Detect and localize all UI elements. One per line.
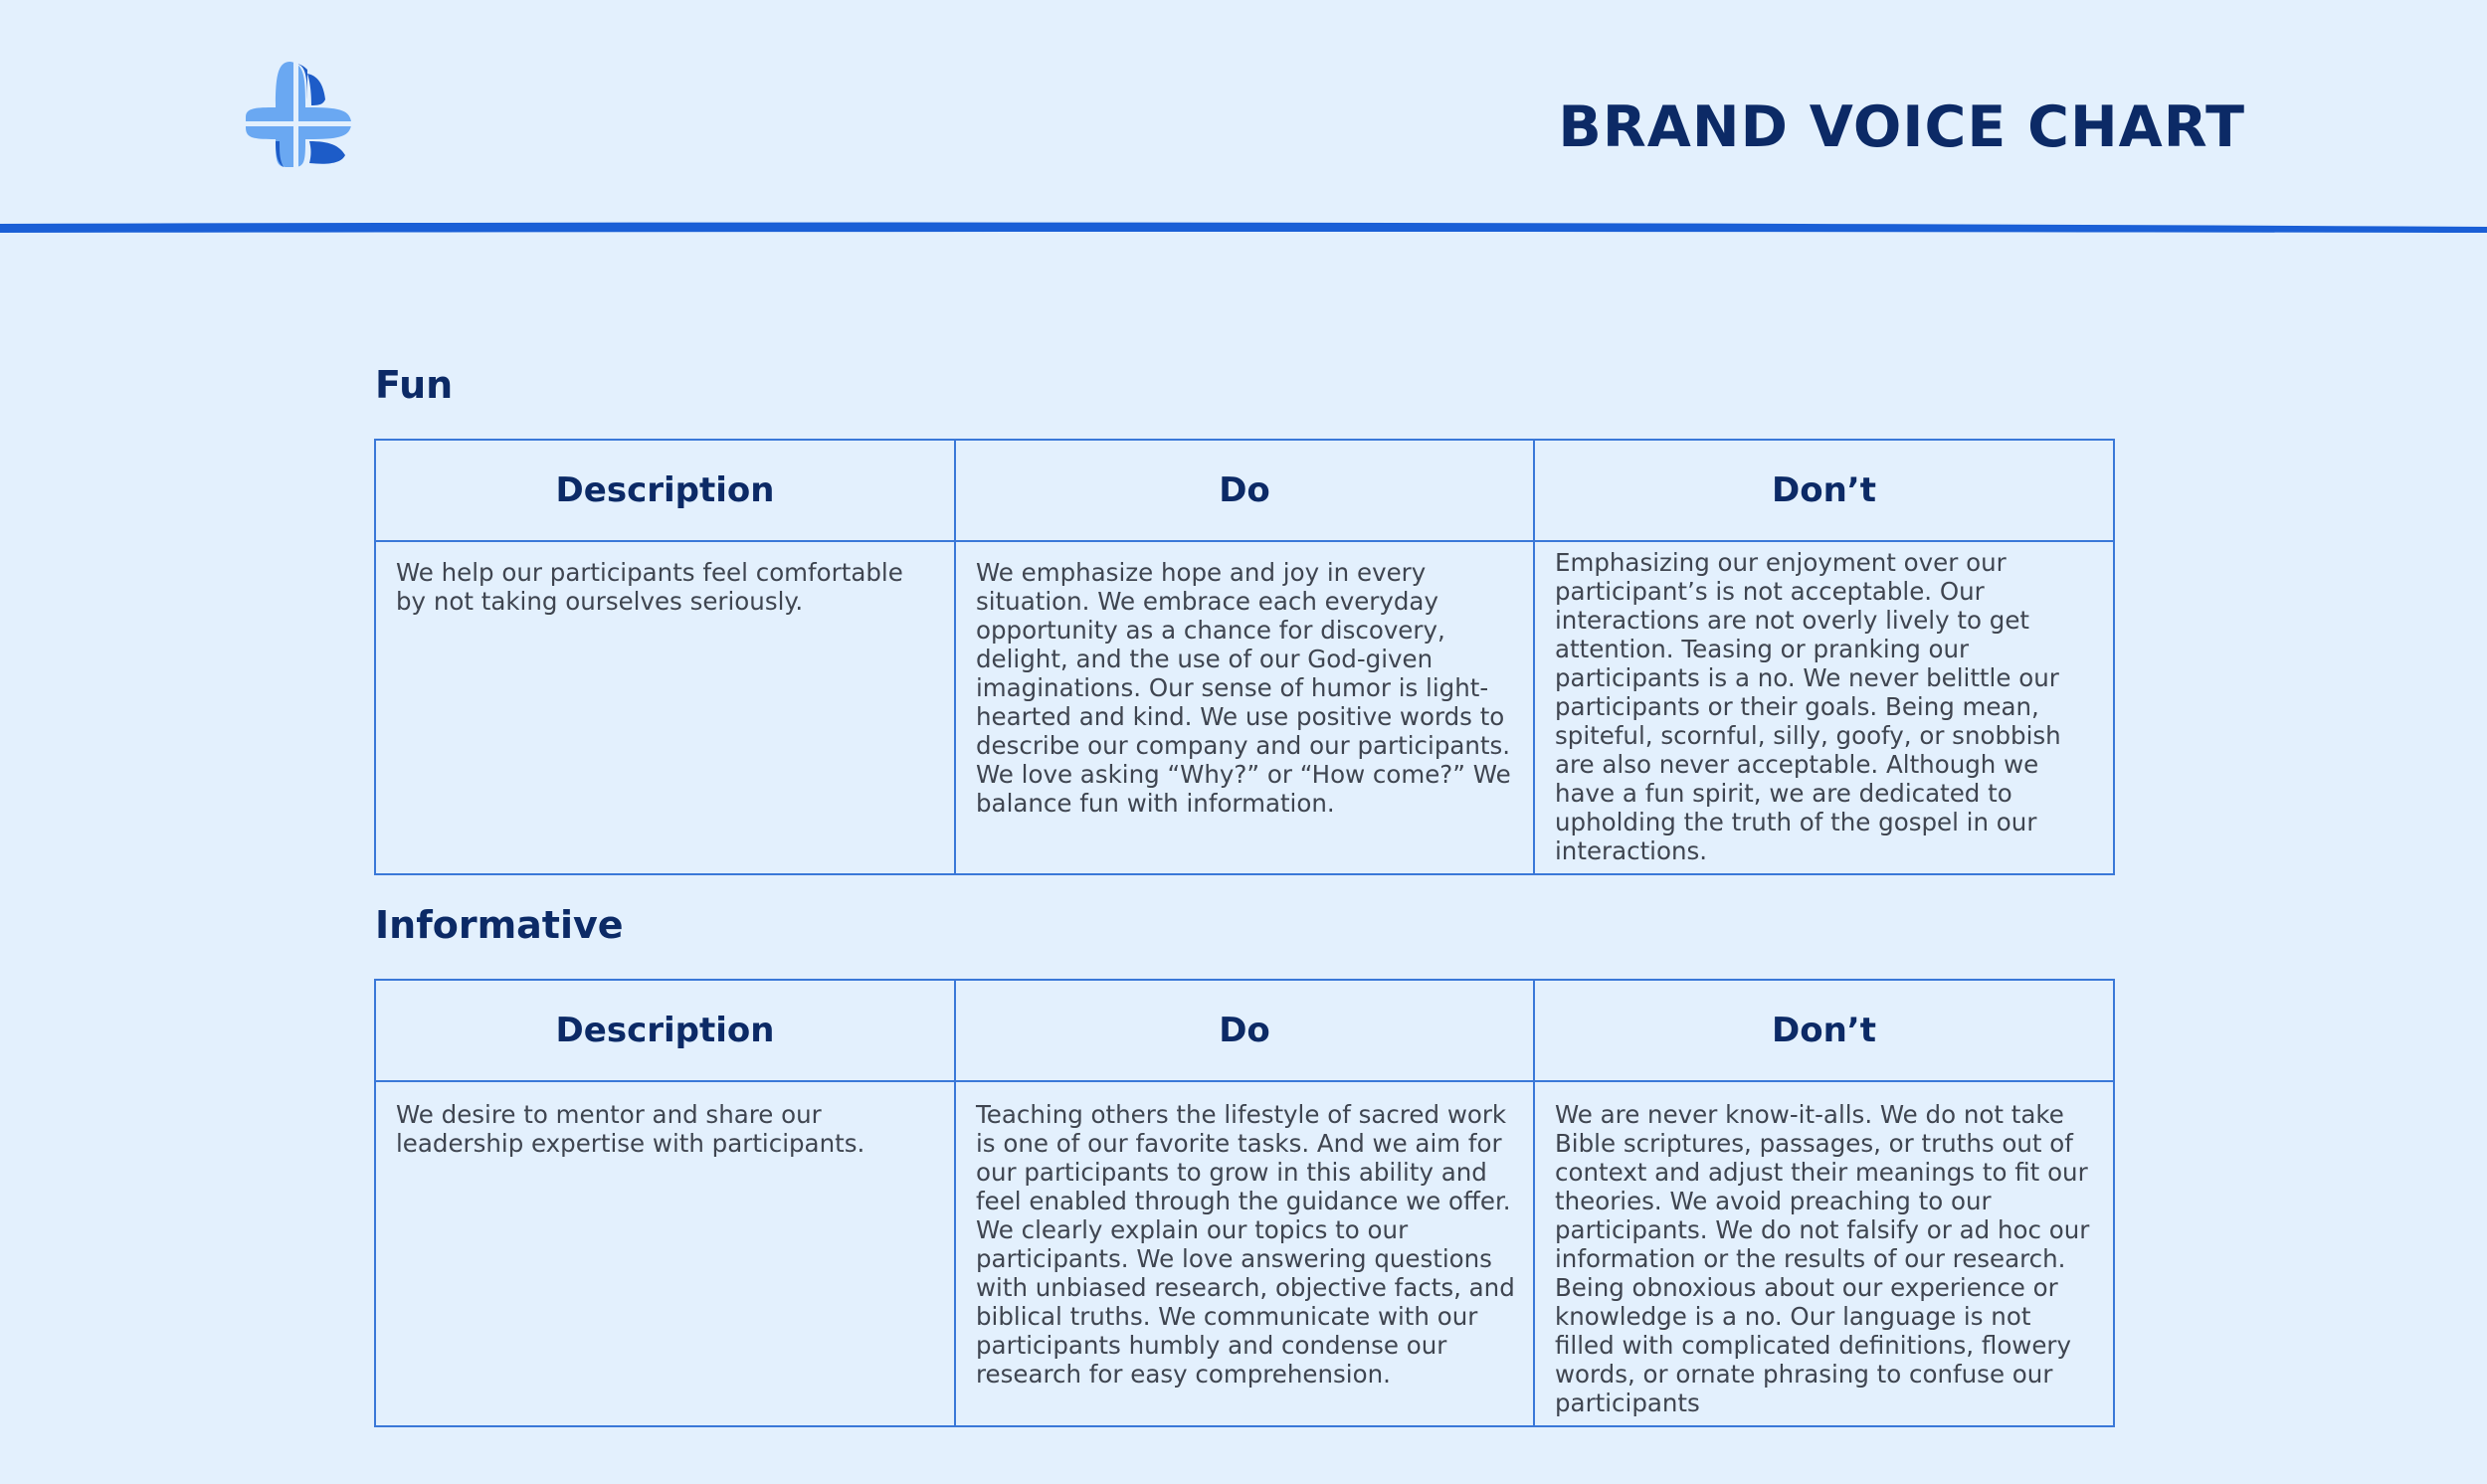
- cross-logo-icon: [244, 60, 353, 169]
- page-header: [0, 0, 2487, 239]
- description-cell: We help our participants feel comfortable by not taking ourselves seriously.: [375, 541, 955, 874]
- voice-table-fun: [374, 439, 2115, 875]
- do-cell: We emphasize hope and joy in every situation. We embrace each everyday opportunity as a chance for discovery, delight, and the use of our God-given imaginations. Our sense of humor is light-hearted and kind. We use positive words to describe our company and our participants. We love asking “Why?” or “How come?” We balance fun with information.: [955, 541, 1534, 874]
- page-title: BRAND VOICE CHART: [1558, 94, 2245, 160]
- column-header-do: Do: [955, 980, 1534, 1081]
- column-header-description: Description: [375, 980, 955, 1081]
- dont-cell: We are never know-it-alls. We do not take Bible scriptures, passages, or truths out of context and adjust their meanings to fit our theories. We avoid preaching to our participants. We do not falsify or ad hoc our information or the results of our research. Being obnoxious about our experience or knowledge is a no. Our language is not filled with complicated definitions, flowery words, or ornate phrasing to confuse our participants: [1534, 1081, 2114, 1426]
- do-cell: Teaching others the lifestyle of sacred work is one of our favorite tasks. And we aim for our participants to grow in this ability and feel enabled through the guidance we offer. We clearly explain our topics to our participants. We love answering questions with unbiased research, objective facts, and biblical truths. We communicate with our participants humbly and condense our research for easy comprehension.: [955, 1081, 1534, 1426]
- header-divider: [0, 221, 2487, 235]
- description-cell: We desire to mentor and share our leadership expertise with participants.: [375, 1081, 955, 1426]
- dont-cell: Emphasizing our enjoyment over our participant’s is not acceptable. Our interactions are not overly lively to get attention. Teasing or pranking our participants is a no. We never belittle our participants or their goals. Being mean, spiteful, scornful, silly, goofy, or snobbish are also never acceptable. Although we have a fun spirit, we are dedicated to upholding the truth of the gospel in our interactions.: [1534, 541, 2114, 874]
- table-row: [375, 1081, 2114, 1426]
- table-row: [375, 541, 2114, 874]
- voice-table-informative: [374, 979, 2115, 1427]
- column-header-dont: Don’t: [1534, 440, 2114, 541]
- column-header-do: Do: [955, 440, 1534, 541]
- section-heading-fun: Fun: [375, 363, 454, 407]
- column-header-dont: Don’t: [1534, 980, 2114, 1081]
- column-header-description: Description: [375, 440, 955, 541]
- section-heading-informative: Informative: [375, 903, 624, 947]
- table-header-row: [375, 980, 2114, 1081]
- table-header-row: [375, 440, 2114, 541]
